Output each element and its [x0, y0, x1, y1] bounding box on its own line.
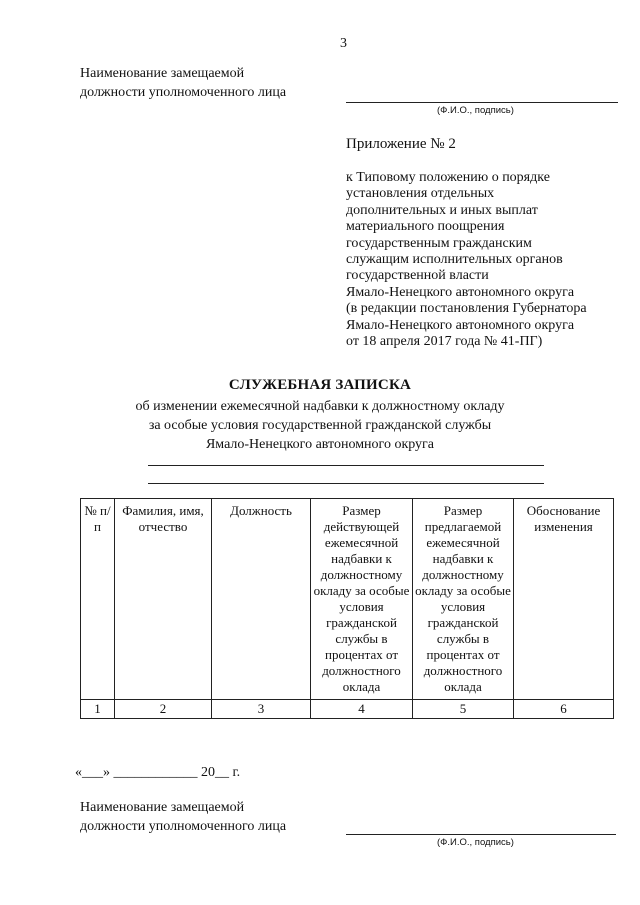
header-current-allowance: Размер действующей ежемесячной надбавки к должностному окладу за особые условия гражданской службы в процентах от должностного оклада — [311, 499, 413, 700]
appendix-line: от 18 апреля 2017 года № 41-ПГ) — [346, 334, 543, 350]
table-header-row — [81, 499, 614, 700]
bottom-position-line-2: должности уполномоченного лица — [80, 819, 287, 834]
column-number-cell: 4 — [311, 700, 413, 719]
header-proposed-allowance: Размер предлагаемой ежемесячной надбавки к должностному окладу за особые условия гражданской службы в процентах от должностного оклада — [413, 499, 514, 700]
top-signature-caption: (Ф.И.О., подпись) — [437, 105, 514, 116]
appendix-line: государственным гражданским — [346, 235, 532, 251]
memo-subtitle-line: об изменении ежемесячной надбавки к должностному окладу — [135, 399, 505, 414]
top-signature-line — [346, 102, 618, 103]
appendix-title: Приложение № 2 — [346, 136, 456, 152]
bottom-signature-caption: (Ф.И.О., подпись) — [437, 837, 514, 848]
appendix-line: государственной власти — [346, 268, 489, 284]
appendix-line: Ямало-Ненецкого автономного округа — [346, 317, 575, 333]
appendix-line: Ямало-Ненецкого автономного округа — [346, 284, 575, 300]
memo-title: СЛУЖЕБНАЯ ЗАПИСКА — [228, 377, 412, 393]
top-position-line-2: должности уполномоченного лица — [80, 85, 287, 100]
appendix-reference — [346, 170, 621, 350]
top-position-line-1: Наименование замещаемой — [80, 66, 245, 81]
appendix-line: дополнительных и иных выплат — [346, 202, 538, 218]
bottom-signature-line — [346, 834, 616, 835]
appendix-line: (в редакции постановления Губернатора — [346, 301, 587, 317]
column-number-cell: 2 — [115, 700, 212, 719]
appendix-line: установления отдельных — [346, 186, 495, 202]
memo-subtitle-line: Ямало-Ненецкого автономного округа — [205, 437, 435, 452]
memo-subtitle-line: за особые условия государственной гражданской службы — [148, 418, 492, 433]
bottom-position-title — [80, 798, 286, 836]
appendix-line: служащим исполнительных органов — [346, 252, 563, 268]
column-number-cell: 3 — [212, 700, 311, 719]
department-fill-line-2[interactable] — [148, 483, 544, 484]
bottom-position-line-1: Наименование замещаемой — [80, 800, 245, 815]
memo-subtitle — [80, 397, 560, 454]
appendix-line: к Типовому положению о порядке — [346, 170, 550, 185]
header-justification: Обоснование изменения — [514, 499, 614, 700]
top-position-title — [80, 64, 286, 102]
department-fill-line-1[interactable] — [148, 465, 544, 466]
column-number-cell: 5 — [413, 700, 514, 719]
header-number: № п/п — [81, 499, 115, 700]
header-full-name: Фамилия, имя, отчество — [115, 499, 212, 700]
table-row — [81, 700, 614, 719]
column-number-cell: 6 — [514, 700, 614, 719]
header-position: Должность — [212, 499, 311, 700]
page-number: 3 — [340, 36, 347, 51]
appendix-line: материального поощрения — [346, 219, 505, 235]
allowance-table — [80, 498, 614, 719]
date-line: «___» ____________ 20__ г. — [75, 765, 241, 780]
column-number-cell: 1 — [81, 700, 115, 719]
